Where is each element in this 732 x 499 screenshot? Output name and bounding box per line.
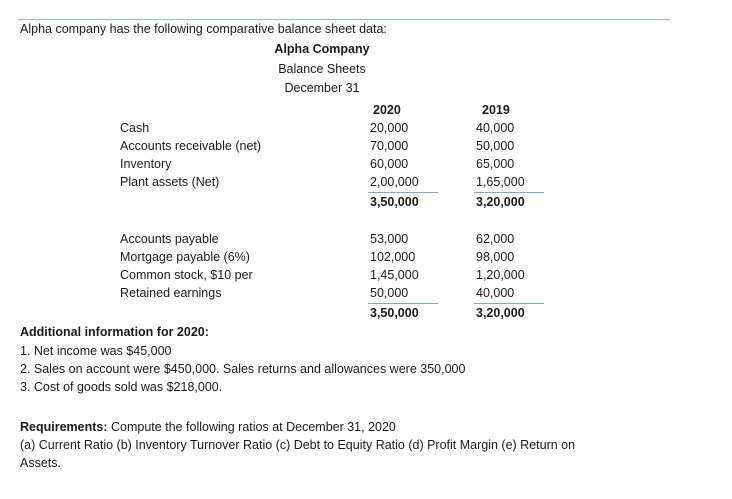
requirements-text: Compute the following ratios at December 31, 2020 <box>107 420 396 434</box>
asset-value-2020: 70,000 <box>370 139 409 153</box>
asset-value-2020: 2,00,000 <box>370 175 419 189</box>
asset-label: Inventory <box>120 157 172 171</box>
asset-label: Accounts receivable (net) <box>120 139 262 153</box>
requirements-label: Requirements: <box>20 420 108 434</box>
liability-value-2020: 1,45,000 <box>370 268 419 282</box>
intro-text: Alpha company has the following comparative balance sheet data: <box>20 22 387 36</box>
liabilities-total-2019: 3,20,000 <box>476 306 525 320</box>
additional-info-heading: Additional information for 2020: <box>20 325 209 339</box>
requirements-list-cont: Assets. <box>20 456 61 470</box>
asset-value-2019: 1,65,000 <box>476 175 525 189</box>
statement-title: Balance Sheets <box>278 62 366 76</box>
additional-info-item: 2. Sales on account were $450,000. Sales returns and allowances were 350,000 <box>20 362 466 376</box>
liability-value-2019: 62,000 <box>476 232 515 246</box>
liabilities-total-2020: 3,50,000 <box>370 306 419 320</box>
year-2020-header: 2020 <box>373 103 401 117</box>
liability-value-2020: 102,000 <box>370 250 416 264</box>
liability-value-2020: 50,000 <box>370 286 409 300</box>
liability-label: Retained earnings <box>120 286 222 300</box>
subtotal-rule-2020 <box>368 303 438 304</box>
top-divider <box>18 19 670 20</box>
assets-total-2019: 3,20,000 <box>476 195 525 209</box>
liability-label: Accounts payable <box>120 232 219 246</box>
liability-value-2019: 40,000 <box>476 286 515 300</box>
additional-info-item: 1. Net income was $45,000 <box>20 344 172 358</box>
asset-value-2020: 60,000 <box>370 157 409 171</box>
liability-value-2020: 53,000 <box>370 232 409 246</box>
liability-value-2019: 1,20,000 <box>476 268 525 282</box>
requirements-line <box>20 420 396 434</box>
asset-value-2020: 20,000 <box>370 121 409 135</box>
additional-info-item: 3. Cost of goods sold was $218,000. <box>20 380 223 394</box>
asset-value-2019: 65,000 <box>476 157 515 171</box>
subtotal-rule-2019 <box>474 303 544 304</box>
asset-label: Cash <box>120 121 150 135</box>
year-2019-header: 2019 <box>482 103 510 117</box>
asset-value-2019: 50,000 <box>476 139 515 153</box>
liability-label: Mortgage payable (6%) <box>120 250 250 264</box>
company-name: Alpha Company <box>274 42 370 56</box>
asset-value-2019: 40,000 <box>476 121 515 135</box>
subtotal-rule-2020 <box>368 192 438 193</box>
assets-total-2020: 3,50,000 <box>370 195 419 209</box>
requirements-list: (a) Current Ratio (b) Inventory Turnover Ratio (c) Debt to Equity Ratio (d) Profit Margin (e) Return on <box>20 438 576 452</box>
liability-value-2019: 98,000 <box>476 250 515 264</box>
statement-date: December 31 <box>284 81 360 95</box>
liability-label: Common stock, $10 per <box>120 268 253 282</box>
subtotal-rule-2019 <box>474 192 544 193</box>
asset-label: Plant assets (Net) <box>120 175 220 189</box>
